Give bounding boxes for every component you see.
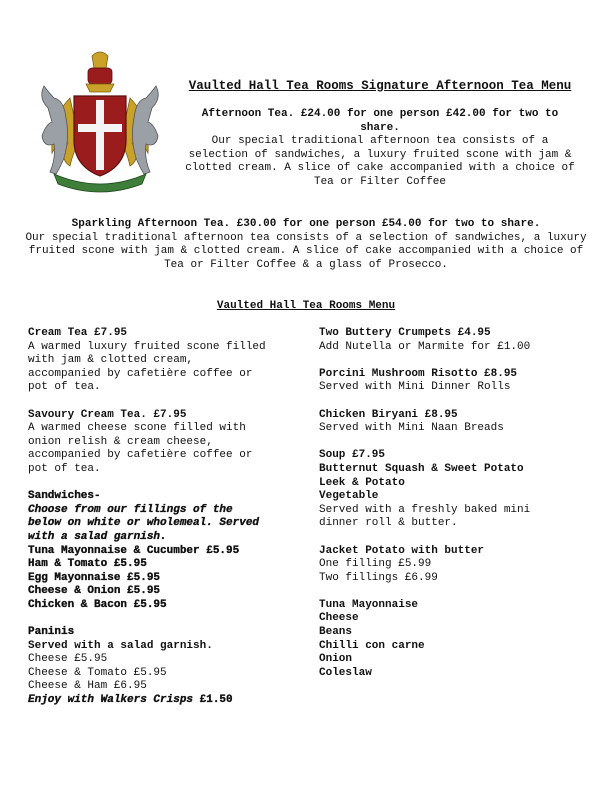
risotto-desc: Served with Mini Dinner Rolls — [319, 381, 511, 394]
menu-left-column — [28, 327, 308, 708]
afternoon-tea-description: Our special traditional afternoon tea consists of a selection of sandwiches, a luxury fruited scone with jam & clotted cream. A slice of cake accompanied with a choice of Tea or Filter Coffee — [185, 135, 575, 188]
sandwiches-heading: Sandwiches- — [28, 490, 101, 503]
filling-item: Cheese — [319, 612, 359, 625]
paninis-section — [28, 626, 308, 708]
jacket-potato-section — [319, 545, 589, 586]
sandwich-item: Cheese & Onion £5.95 — [28, 585, 161, 598]
biryani-name: Chicken Biryani £8.95 — [319, 408, 458, 421]
crumpets-name: Two Buttery Crumpets £4.95 — [319, 327, 491, 339]
crisps-price: £1.50 — [193, 694, 233, 707]
soup-option: Butternut Squash & Sweet Potato — [319, 462, 524, 475]
cream-tea-desc-line: accompanied by cafetière coffee or — [28, 367, 253, 380]
paninis-heading: Paninis — [28, 626, 75, 639]
sandwich-item: Ham & Tomato £5.95 — [28, 558, 147, 571]
sandwiches-intro-line: with a salad garnish. — [28, 530, 167, 543]
soup-desc-line: Served with a freshly baked mini — [319, 503, 531, 516]
menu-title: Vaulted Hall Tea Rooms Menu — [216, 300, 396, 312]
cream-tea-desc-line: with jam & clotted cream, — [28, 354, 194, 367]
savoury-cream-tea-name: Savoury Cream Tea. £7.95 — [28, 408, 187, 421]
soup-option: Vegetable — [319, 490, 379, 503]
cream-tea-desc-line: A warmed luxury fruited scone filled — [28, 340, 266, 353]
soup-section — [319, 449, 589, 531]
risotto-section — [319, 368, 589, 395]
menu-right-column — [319, 327, 589, 680]
filling-item: Coleslaw — [319, 666, 372, 679]
sandwiches-intro-line: Choose from our fillings of the — [28, 503, 233, 516]
jacket-price: One filling £5.99 — [319, 558, 432, 571]
biryani-section — [319, 409, 589, 436]
risotto-name: Porcini Mushroom Risotto £8.95 — [319, 367, 518, 380]
crisps-offer — [28, 694, 308, 708]
jacket-potato-name: Jacket Potato with butter — [319, 544, 485, 557]
filling-item: Onion — [319, 653, 353, 666]
sparkling-tea-block — [22, 218, 590, 272]
soup-option: Leek & Potato — [319, 476, 405, 489]
filling-item: Tuna Mayonnaise — [319, 598, 419, 611]
sandwich-item: Egg Mayonnaise £5.95 — [28, 571, 161, 584]
sandwich-item: Chicken & Bacon £5.95 — [28, 598, 167, 611]
cream-tea-name: Cream Tea £7.95 — [28, 327, 128, 339]
savoury-desc-line: onion relish & cream cheese, — [28, 435, 213, 448]
soup-name: Soup £7.95 — [319, 449, 386, 462]
filling-item: Chilli con carne — [319, 639, 425, 652]
crumpets-section — [319, 327, 589, 354]
panini-item: Cheese & Tomato £5.95 — [28, 666, 167, 679]
crumpets-desc: Add Nutella or Marmite for £1.00 — [319, 340, 531, 353]
sparkling-tea-price: Sparkling Afternoon Tea. £30.00 for one person £54.00 for two to share. — [71, 218, 541, 230]
jacket-price: Two fillings £6.99 — [319, 571, 438, 584]
savoury-desc-line: A warmed cheese scone filled with — [28, 422, 246, 435]
page-title: Vaulted Hall Tea Rooms Signature Afternoon Tea Menu — [188, 79, 572, 93]
filling-item: Beans — [319, 626, 353, 639]
savoury-desc-line: pot of tea. — [28, 462, 101, 475]
paninis-garnish: Served with a salad garnish. — [28, 639, 213, 652]
afternoon-tea-price: Afternoon Tea. £24.00 for one person £42.00 for two to share. — [201, 108, 559, 134]
cream-tea-section — [28, 327, 308, 395]
biryani-desc: Served with Mini Naan Breads — [319, 422, 504, 435]
soup-desc-line: dinner roll & butter. — [319, 517, 458, 530]
crisps-label: Enjoy with Walkers Crisps — [28, 694, 194, 707]
panini-item: Cheese & Ham £6.95 — [28, 680, 147, 693]
signature-header — [180, 78, 580, 190]
cream-tea-desc-line: pot of tea. — [28, 381, 101, 394]
sandwich-item: Tuna Mayonnaise & Cucumber £5.95 — [28, 544, 240, 557]
sparkling-tea-description: Our special traditional afternoon tea consists of a selection of sandwiches, a luxury fruited scone with jam & clotted cream. A slice of cake accompanied with a choice of Tea or Filter Coffee & a glass of Prosecco. — [25, 231, 587, 271]
panini-item: Cheese £5.95 — [28, 653, 108, 666]
fillings-section — [319, 599, 589, 681]
sandwiches-intro-line: below on white or wholemeal. Served — [28, 517, 260, 530]
heraldic-crest-icon — [30, 48, 170, 196]
savoury-cream-tea-section — [28, 409, 308, 477]
savoury-desc-line: accompanied by cafetière coffee or — [28, 449, 253, 462]
sandwiches-section — [28, 490, 308, 612]
